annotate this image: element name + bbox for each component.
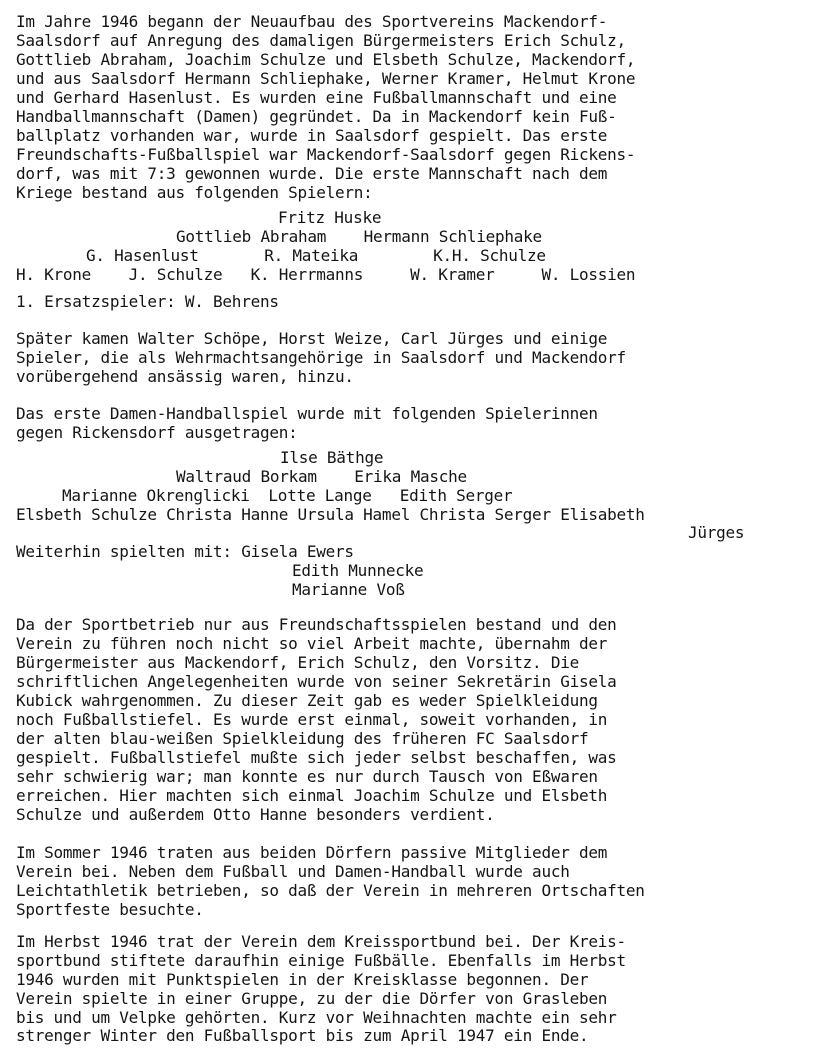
text-line: Das erste Damen-Handballspiel wurde mit folgenden Spielerinnen [16, 404, 598, 423]
text-line: gegen Rickensdorf ausgetragen: [16, 423, 298, 442]
text-line: bis und um Velpke gehörten. Kurz vor Weihnachten machte ein sehr [16, 1008, 617, 1027]
lineup-line: H. Krone J. Schulze K. Herrmanns W. Kramer W. Lossien [16, 265, 636, 284]
lineup-line: G. Hasenlust R. Mateika K.H. Schulze [86, 246, 546, 265]
text-line: schriftlichen Angelegenheiten wurde von seiner Sekretärin Gisela [16, 672, 617, 691]
text-line: Gottlieb Abraham, Joachim Schulze und Elsbeth Schulze, Mackendorf, [16, 50, 636, 69]
text-line: Im Sommer 1946 traten aus beiden Dörfern passive Mitglieder dem [16, 843, 608, 862]
lineup-line: Waltraud Borkam Erika Masche [176, 467, 467, 486]
lineup-line: Jürges [688, 523, 745, 542]
text-line: Handballmannschaft (Damen) gegründet. Da in Mackendorf kein Fuß- [16, 107, 617, 126]
text-line: noch Fußballstiefel. Es wurde erst einmal, soweit vorhanden, in [16, 710, 608, 729]
lineup-line: Elsbeth Schulze Christa Hanne Ursula Hamel Christa Serger Elisabeth [16, 505, 645, 524]
text-line: Kriege bestand aus folgenden Spielern: [16, 183, 373, 202]
text-line: Im Jahre 1946 begann der Neuaufbau des Sportvereins Mackendorf- [16, 12, 608, 31]
text-line: sportbund stiftete daraufhin einige Fußbälle. Ebenfalls im Herbst [16, 951, 626, 970]
text-line: sehr schwierig war; man konnte es nur durch Tausch von Eßwaren [16, 767, 598, 786]
text-line: und Gerhard Hasenlust. Es wurden eine Fußballmannschaft und eine [16, 88, 617, 107]
text-line: Sportfeste besuchte. [16, 900, 204, 919]
lineup-line: Weiterhin spielten mit: Gisela Ewers [16, 542, 354, 561]
text-line: der alten blau-weißen Spielkleidung des früheren FC Saalsdorf [16, 729, 589, 748]
text-line: Kubick wahrgenommen. Zu dieser Zeit gab es weder Spielkleidung [16, 691, 598, 710]
lineup-line: Marianne Voß [292, 580, 405, 599]
text-line: Verein zu führen noch nicht so viel Arbeit machte, übernahm der [16, 634, 608, 653]
text-line: und aus Saalsdorf Hermann Schliephake, Werner Kramer, Helmut Krone [16, 69, 636, 88]
substitute-line: 1. Ersatzspieler: W. Behrens [16, 292, 279, 311]
text-line: Da der Sportbetrieb nur aus Freundschaftsspielen bestand und den [16, 615, 617, 634]
text-line: Freundschafts-Fußballspiel war Mackendorf-Saalsdorf gegen Rickens- [16, 145, 636, 164]
text-line: gespielt. Fußballstiefel mußte sich jeder selbst beschaffen, was [16, 748, 617, 767]
text-line: Schulze und außerdem Otto Hanne besonders verdient. [16, 805, 495, 824]
lineup-line: Marianne Okrenglicki Lotte Lange Edith Serger [62, 486, 513, 505]
lineup-line: Edith Munnecke [292, 561, 424, 580]
text-line: Leichtathletik betrieben, so daß der Verein in mehreren Ortschaften [16, 881, 645, 900]
text-line: strenger Winter den Fußballsport bis zum April 1947 ein Ende. [16, 1026, 589, 1045]
text-line: Verein bei. Neben dem Fußball und Damen-Handball wurde auch [16, 862, 570, 881]
text-line: Saalsdorf auf Anregung des damaligen Bürgermeisters Erich Schulz, [16, 31, 626, 50]
text-line: Im Herbst 1946 trat der Verein dem Kreissportbund bei. Der Kreis- [16, 932, 626, 951]
text-line: Später kamen Walter Schöpe, Horst Weize, Carl Jürges und einige [16, 329, 608, 348]
text-line: Verein spielte in einer Gruppe, zu der die Dörfer von Grasleben [16, 989, 608, 1008]
lineup-line: Gottlieb Abraham Hermann Schliephake [176, 227, 542, 246]
text-line: dorf, was mit 7:3 gewonnen wurde. Die erste Mannschaft nach dem [16, 164, 608, 183]
text-line: ballplatz vorhanden war, wurde in Saalsdorf gespielt. Das erste [16, 126, 608, 145]
lineup-line: Fritz Huske [278, 208, 382, 227]
text-line: erreichen. Hier machten sich einmal Joachim Schulze und Elsbeth [16, 786, 608, 805]
text-line: vorübergehend ansässig waren, hinzu. [16, 367, 354, 386]
text-line: 1946 wurden mit Punktspielen in der Kreisklasse begonnen. Der [16, 970, 589, 989]
lineup-line: Ilse Bäthge [280, 448, 384, 467]
text-line: Spieler, die als Wehrmachtsangehörige in Saalsdorf und Mackendorf [16, 348, 626, 367]
text-line: Bürgermeister aus Mackendorf, Erich Schulz, den Vorsitz. Die [16, 653, 579, 672]
